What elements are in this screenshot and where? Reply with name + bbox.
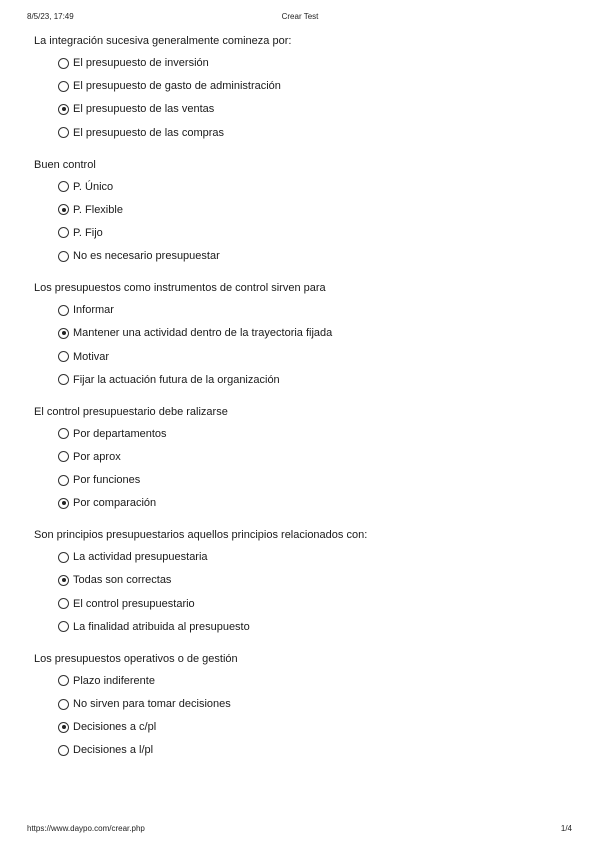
radio-unchecked-icon[interactable] <box>58 699 69 710</box>
answer-option[interactable] <box>58 495 574 511</box>
page-number: 1/4 <box>560 824 572 833</box>
radio-unchecked-icon[interactable] <box>58 374 69 385</box>
answer-option-label: Plazo indiferente <box>73 674 155 687</box>
answer-option[interactable] <box>58 696 574 712</box>
question-text: Son principios presupuestarios aquellos principios relacionados con: <box>34 529 368 542</box>
answer-option[interactable] <box>58 179 574 195</box>
answer-option-label: Todas son correctas <box>73 574 172 587</box>
answer-option-label: Por funciones <box>73 474 141 487</box>
radio-unchecked-icon[interactable] <box>58 475 69 486</box>
answer-option-label: Mantener una actividad dentro de la trayectoria fijada <box>73 327 333 340</box>
radio-unchecked-icon[interactable] <box>58 745 69 756</box>
answer-option[interactable] <box>58 78 574 94</box>
answer-option[interactable] <box>58 55 574 71</box>
radio-unchecked-icon[interactable] <box>58 451 69 462</box>
quiz-container <box>34 34 574 775</box>
answer-option-label: Por comparación <box>73 497 157 510</box>
radio-checked-icon[interactable] <box>58 204 69 215</box>
radio-checked-icon[interactable] <box>58 104 69 115</box>
radio-unchecked-icon[interactable] <box>58 598 69 609</box>
answer-option-label: El presupuesto de las ventas <box>73 103 215 116</box>
answer-option-label: Informar <box>73 304 114 317</box>
question-text: El control presupuestario debe ralizarse <box>34 405 228 418</box>
answer-option-label: La actividad presupuestaria <box>73 551 208 564</box>
radio-checked-icon[interactable] <box>58 328 69 339</box>
radio-unchecked-icon[interactable] <box>58 305 69 316</box>
answer-option-label: Fijar la actuación futura de la organización <box>73 373 280 386</box>
radio-unchecked-icon[interactable] <box>58 621 69 632</box>
answer-option-label: Por departamentos <box>73 427 167 440</box>
answer-option-label: Motivar <box>73 350 110 363</box>
answer-option[interactable] <box>58 349 574 365</box>
question-text: Los presupuestos operativos o de gestión <box>34 652 238 665</box>
radio-unchecked-icon[interactable] <box>58 351 69 362</box>
radio-unchecked-icon[interactable] <box>58 227 69 238</box>
answer-option-label: No es necesario presupuestar <box>73 250 220 263</box>
answer-option[interactable] <box>58 572 574 588</box>
answer-option[interactable] <box>58 472 574 488</box>
answer-option-label: La finalidad atribuida al presupuesto <box>73 620 250 633</box>
answer-option[interactable] <box>58 202 574 218</box>
question-block <box>34 528 574 635</box>
answer-option[interactable] <box>58 426 574 442</box>
answer-option-label: P. Fijo <box>73 226 103 239</box>
radio-unchecked-icon[interactable] <box>58 552 69 563</box>
radio-unchecked-icon[interactable] <box>58 58 69 69</box>
question-block <box>34 158 574 265</box>
answer-option[interactable] <box>58 372 574 388</box>
question-text: Los presupuestos como instrumentos de control sirven para <box>34 282 326 295</box>
answer-option[interactable] <box>58 225 574 241</box>
radio-unchecked-icon[interactable] <box>58 251 69 262</box>
page-title: Crear Test <box>281 12 319 21</box>
answer-option-label: Decisiones a l/pl <box>73 744 154 757</box>
radio-checked-icon[interactable] <box>58 722 69 733</box>
radio-checked-icon[interactable] <box>58 498 69 509</box>
answer-option-label: El presupuesto de las compras <box>73 126 225 139</box>
answer-option[interactable] <box>58 302 574 318</box>
radio-unchecked-icon[interactable] <box>58 181 69 192</box>
question-block <box>34 34 574 141</box>
answer-option-label: Por aprox <box>73 450 121 463</box>
question-block <box>34 405 574 512</box>
answer-option-label: P. Flexible <box>73 203 123 216</box>
page-url: https://www.daypo.com/crear.php <box>27 824 145 833</box>
radio-unchecked-icon[interactable] <box>58 428 69 439</box>
answer-option-label: El control presupuestario <box>73 597 195 610</box>
answer-option-label: El presupuesto de gasto de administración <box>73 80 281 93</box>
answer-option-label: Decisiones a c/pl <box>73 721 157 734</box>
radio-unchecked-icon[interactable] <box>58 127 69 138</box>
radio-unchecked-icon[interactable] <box>58 675 69 686</box>
answer-option[interactable] <box>58 719 574 735</box>
answer-option-label: P. Único <box>73 180 114 193</box>
question-block <box>34 281 574 388</box>
answer-option[interactable] <box>58 619 574 635</box>
radio-unchecked-icon[interactable] <box>58 81 69 92</box>
radio-checked-icon[interactable] <box>58 575 69 586</box>
question-text: La integración sucesiva generalmente comineza por: <box>34 35 292 47</box>
answer-option[interactable] <box>58 325 574 341</box>
print-datetime: 8/5/23, 17:49 <box>27 12 74 21</box>
answer-option-label: No sirven para tomar decisiones <box>73 698 231 710</box>
answer-option[interactable] <box>58 742 574 758</box>
question-text: Buen control <box>34 158 96 171</box>
answer-option[interactable] <box>58 673 574 689</box>
answer-option[interactable] <box>58 248 574 264</box>
answer-option[interactable] <box>58 125 574 141</box>
answer-option[interactable] <box>58 596 574 612</box>
answer-option[interactable] <box>58 101 574 117</box>
answer-option[interactable] <box>58 449 574 465</box>
answer-option-label: El presupuesto de inversión <box>73 57 209 69</box>
question-block <box>34 652 574 759</box>
answer-option[interactable] <box>58 549 574 565</box>
